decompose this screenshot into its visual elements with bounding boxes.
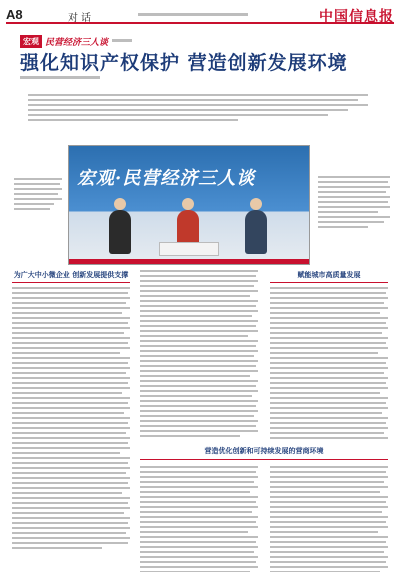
issue-meta-placeholder xyxy=(138,12,248,18)
byline-placeholder xyxy=(20,76,100,82)
section-rule xyxy=(140,459,388,460)
page-number: A8 xyxy=(6,7,23,22)
photo-caption-placeholder xyxy=(14,178,64,213)
guest-list xyxy=(28,94,374,138)
series-name: 民营经济三人谈 xyxy=(45,37,109,48)
video-still-photo xyxy=(68,145,310,265)
col1-body-placeholder xyxy=(12,287,130,549)
series-banner xyxy=(20,34,132,48)
section-heading-business-environment: 营造优化创新和可持续发展的营商环境 xyxy=(204,446,324,455)
masthead xyxy=(6,6,394,24)
col3-subheading: 赋能城市高质量发展 xyxy=(270,270,388,283)
program-logo: 宏观·民营经济三人谈 xyxy=(77,168,256,189)
col3-body-placeholder xyxy=(270,287,388,440)
column-2 xyxy=(140,270,258,440)
newspaper-logo: 中国信息报 xyxy=(319,9,394,25)
episode-number-placeholder xyxy=(112,38,132,44)
section-body-right-placeholder xyxy=(270,466,388,572)
col2-body-placeholder xyxy=(140,270,258,437)
intro-text-placeholder xyxy=(318,176,390,231)
col1-subheading: 为广大中小微企业 创新发展提供支撑 xyxy=(12,270,130,283)
guest-figure-left xyxy=(109,210,131,254)
article-headline: 强化知识产权保护 营造创新发展环境 xyxy=(20,52,348,74)
section-business-environment xyxy=(140,446,388,572)
guest-figure-right xyxy=(245,210,267,254)
photo-caption-bar xyxy=(69,259,309,264)
column-3 xyxy=(270,270,388,440)
series-tag: 宏观 xyxy=(20,35,42,48)
section-body-left-placeholder xyxy=(140,466,258,572)
studio-table xyxy=(159,242,219,256)
column-1 xyxy=(12,270,130,552)
section-title: 对话 xyxy=(68,13,94,24)
